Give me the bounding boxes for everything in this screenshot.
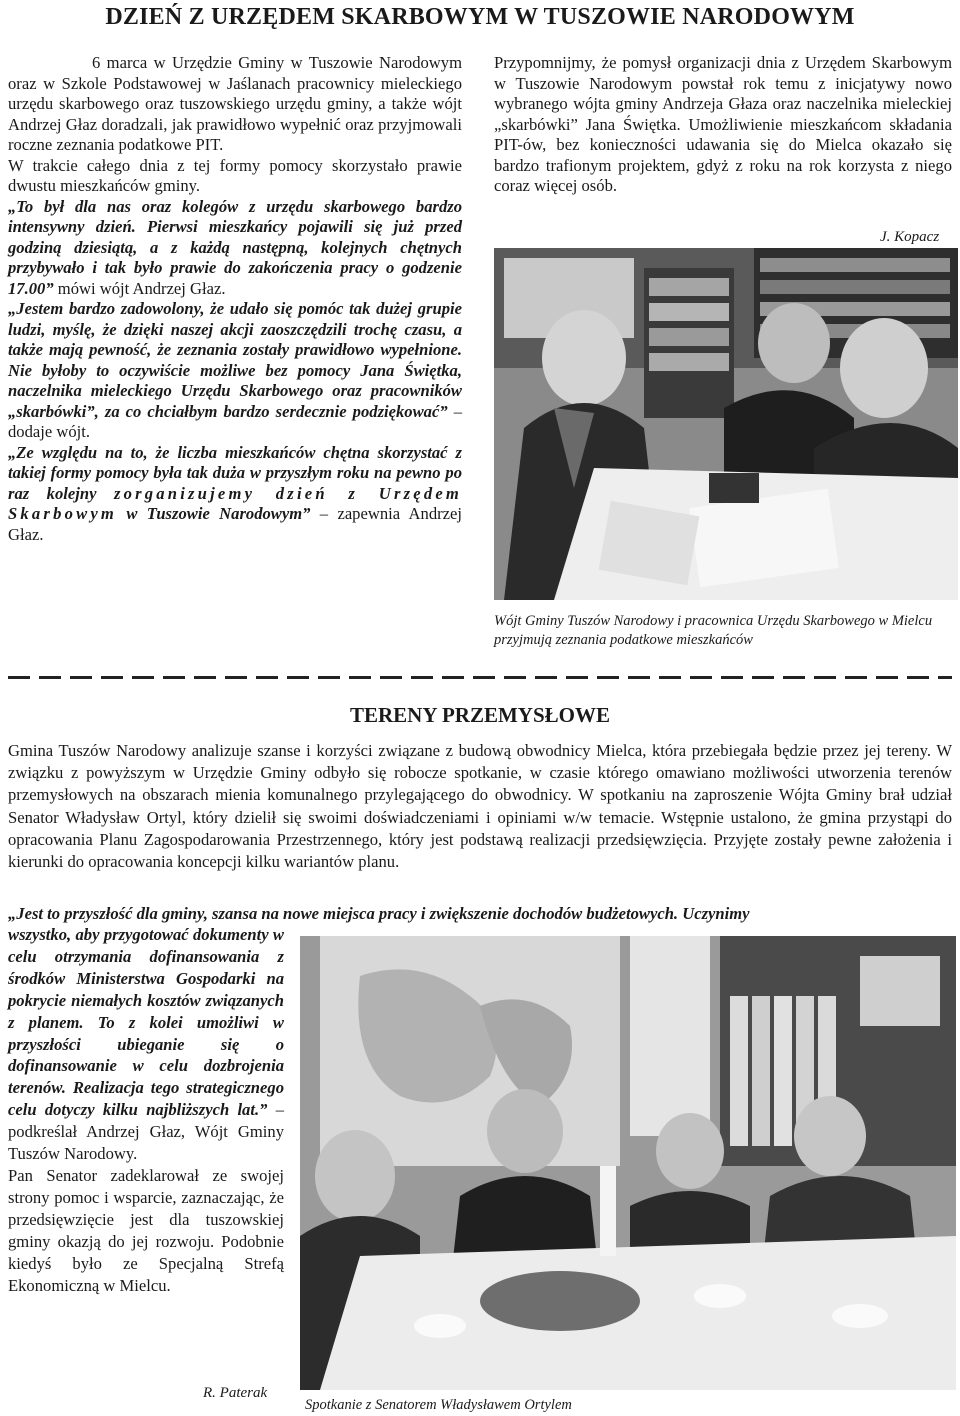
quote-attribution: – podkreślał Andrzej Głaz, Wójt Gminy Tuszów Narodowy. <box>8 1100 284 1164</box>
article2-author: R. Paterak <box>203 1385 268 1401</box>
quote-attribution: – dodaje wójt. <box>8 401 462 441</box>
article1-quote-2 <box>8 299 462 443</box>
quote-text: „To był dla nas oraz kolegów z urzędu skarbowego bardzo intensywny dzień. Pierwsi mieszkańcy pojawili się już przed godziną dziesiątą, a z każdą następną, kolejnych chętnych przybywało i tak było prawie do zakończenia pracy o godzenie 17.00” <box>8 196 462 298</box>
article1-title: DZIEŃ Z URZĘDEM SKARBOWYM W TUSZOWIE NARODOWYM <box>105 4 855 30</box>
quote-attribution: – zapewnia Andrzej Głaz. <box>8 504 462 544</box>
article2-quote-lead: „Jest to przyszłość dla gminy, szansa na nowe miejsca pracy i zwiększenie dochodów budżetowych. Uczynimy <box>8 904 750 923</box>
meeting-photo <box>300 936 956 1390</box>
quote-attribution: mówi wójt Andrzej Głaz. <box>53 278 226 298</box>
article2-narrow-column <box>8 924 284 1296</box>
article1-quote-1 <box>8 197 462 300</box>
tax-office-photo-caption: Wójt Gminy Tuszów Narodowy i pracownica Urzędu Skarbowego w Mielcu przyjmują zeznania podatkowe mieszkańców <box>494 613 933 648</box>
meeting-photo-image <box>300 936 956 1390</box>
article1-paragraph-3: Przypomnijmy, że pomysł organizacji dnia z Urzędem Skarbowym w Tuszowie Narodowym powstał rok temu z inicjatywy nowo wybranego wójta gminy Andrzeja Głaza oraz naczelnika mieleckiej „skarbówki” Jana Świętka. Umożliwienie mieszkańcom składania PIT-ów, bez konieczności udawania się do Mielca okazało się bardzo trafionym projektem, gdyż z roku na rok korzysta z niego coraz więcej osób. <box>494 53 952 195</box>
article2-paragraph-1: Gmina Tuszów Narodowy analizuje szanse i korzyści związane z budową obwodnicy Mielca, która przebiegała będzie przez jej tereny. W związku z powyższym w Urzędzie Gminy odbyło się robocze spotkanie, w czasie którego omawiano możliwości utworzenia terenów przemysłowych na obszarach mienia komunalnego przylegającego do obwodnicy. W spotkaniu na zaproszenie Wójta Gminy brał udział Senator Władysław Ortyl, który dzielił się swoimi doświadczeniami i opiniami w/w temacie. Wstępnie ustalono, że gmina przystąpi do opracowania Planu Zagospodarowania Przestrzennego, który jest podstawą realizacji przedsięwzięcia. Przyjęte zostały pewne założenia i kierunki do opracowania koncepcji kilku wariantów planu. <box>8 741 952 872</box>
article1-right-column <box>494 53 952 197</box>
quote-text-spaced: zorganizujemy dzień z Urzędem Skarbowym <box>8 483 463 523</box>
quote-text: „Ze względu na to, że liczba mieszkańców chętna skorzystać z takiej formy pomocy była tak duża w przyszłym roku na pewno po raz kolejny <box>8 442 462 503</box>
quote-text: wszystko, aby przygotować dokumenty w celu otrzymania dofinansowania z środków Ministerstwa Gospodarki na pokrycie niemałych kosztów związanych z planem. To z kolei umożliwi w przyszłości ubieganie się o dofinansowanie w celu dozbrojenia terenów. Realizacja tego strategicznego celu dotyczy kilku najbliższych lat.” <box>8 925 284 1120</box>
article2-paragraph-2: Pan Senator zadeklarował ze swojej strony pomoc i wsparcie, zaznaczając, że przedsięwzięcie jest dla tuszowskiej gminy okazją do jej rozwoju. Podobnie kiedyś było ze Specjalną Strefą Ekonomiczną w Mielcu. <box>8 1165 284 1295</box>
quote-text: „Jestem bardzo zadowolony, że udało się pomóc tak dużej grupie ludzi, myślę, że dzięki naszej akcji zaoszczędzili trochę czasu, a także mają pewność, że zeznania zostały prawidłowo wypełnione. Nie byłoby to oczywiście możliwe bez pomocy Jana Świętka, naczelnika mieleckiego Urzędu Skarbowego oraz pracowników „skarbówki”, za co chciałbym bardzo serdecznie podziękować” <box>8 299 462 421</box>
article1-left-column <box>8 53 462 545</box>
tax-office-photo-image <box>494 248 958 600</box>
article2-quote <box>8 924 284 1165</box>
section-divider <box>8 676 952 679</box>
meeting-photo-caption: Spotkanie z Senatorem Władysławem Ortylem <box>305 1397 572 1413</box>
tax-office-photo <box>494 248 958 600</box>
quote-text: w Tuszowie Narodowym” <box>126 504 311 523</box>
article1-quote-3 <box>8 443 462 546</box>
article2-title: TERENY PRZEMYSŁOWE <box>349 703 610 727</box>
article1-paragraph-2: W trakcie całego dnia z tej formy pomocy skorzystało prawie dwustu mieszkańców gminy. <box>8 155 462 195</box>
article1-paragraph-1: 6 marca w Urzędzie Gminy w Tuszowie Narodowym oraz w Szkole Podstawowej w Jaślanach pracownicy mieleckiego urzędu skarbowego oraz tuszowskiego urzędu gminy, a także wójt Andrzej Głaz doradzali, jak prawidłowo wypełnić oraz przyjmowali roczne zeznania podatkowe PIT. <box>8 53 462 154</box>
article1-author: J. Kopacz <box>880 229 940 245</box>
